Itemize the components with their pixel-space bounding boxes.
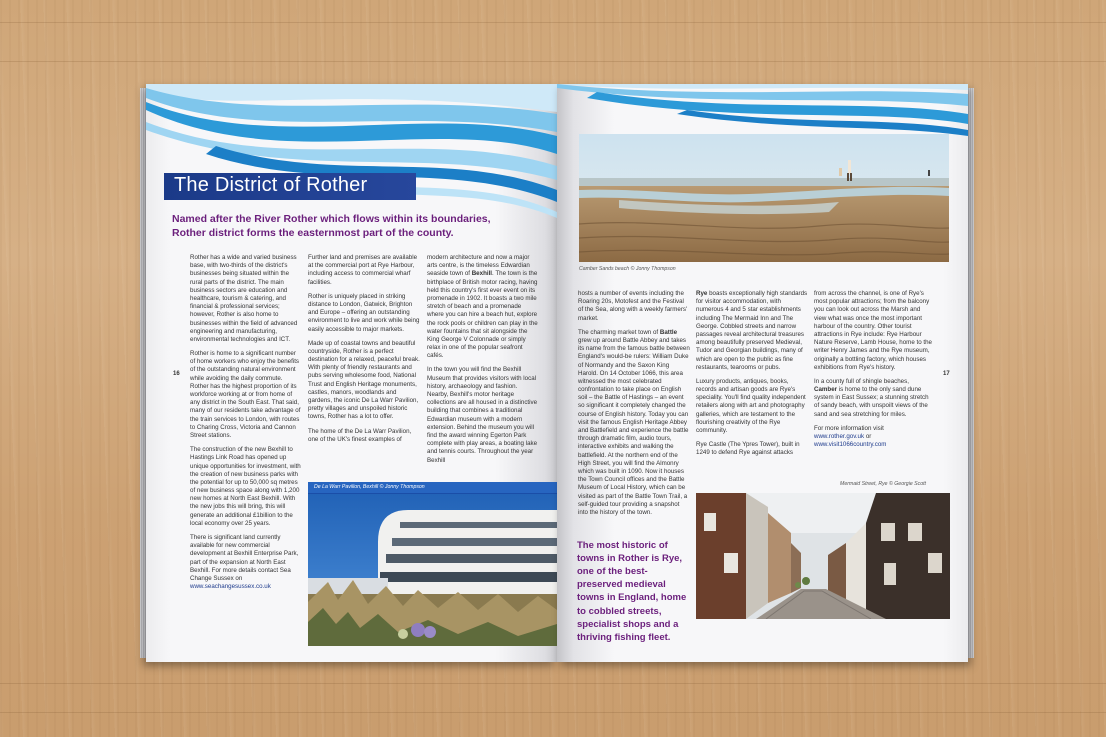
wood-grain bbox=[0, 683, 1106, 684]
paragraph: Made up of coastal towns and beautiful countryside, Rother is a perfect destination for a relaxed, peaceful break. With plenty of friendly restaurants and pubs serving wholesome food, National Trust and English Heritage monuments, castles, manors, woodlands and gardens, the iconic De La Warr Pavilion, pretty villages and unspoiled historic towns, Rother has a lot to offer. bbox=[308, 339, 420, 421]
pavilion-image bbox=[308, 482, 557, 646]
paragraph: The charming market town of Battle grew up around Battle Abbey and takes its name from the famous battle between England's would-be rulers: William Duke of Normandy and the Saxon King Harold. On 14 October 1066, this area witnessed the most celebrated confrontation to take place on English soil – the Battle of Hastings – an event so significant it completely changed the course of English history. Today you can visit the famous English Heritage Abbey and Battlefield and experience the battle through dramatic film, audio tours, interactive exhibits and walking the battlefield. At the northern end of the High Street, you will find the Almonry which was built in 1090. Now it houses the Town Council offices and the Battle Museum of Local History, which can be visited as part of the Battle Town Trail, a self-guided tour providing a snapshot into the history of the town. bbox=[578, 328, 690, 516]
right-column-1 bbox=[578, 290, 690, 523]
paragraph: Luxury products, antiques, books, records and artisan goods are Rye's speciality. You'll find quality independent retailers along with art and photography galleries, which are testament to the flourishing creativity of the Rye community. bbox=[696, 377, 806, 434]
rother-link[interactable]: www.rother.gov.uk bbox=[814, 433, 865, 440]
paragraph: The home of the De La Warr Pavilion, one of the UK's finest examples of bbox=[308, 427, 412, 443]
paragraph: Further land and premises are available at the commercial port at Rye Harbour, including access to commercial wharf facilities. bbox=[308, 254, 418, 286]
magazine-spread bbox=[146, 84, 968, 662]
paragraph: In a county full of shingle beaches, Camber is home to the only sand dune system in East Sussex; a stunning stretch of sandy beach, with unspoilt views of the sand and sea stretching for miles. bbox=[814, 377, 929, 418]
page-stack-right bbox=[968, 88, 974, 658]
page-number: 16 bbox=[173, 371, 180, 377]
left-column-3 bbox=[427, 254, 539, 471]
paragraph: from across the channel, is one of Rye's most popular attractions; from the balcony you can look out across the Marsh and view what was once the most important harbour of the country. Other tourist attractions in Rye include: Rye Harbour Nature Reserve, Lamb House, home to the writer Henry James and the Rye museum, originally a bottling factory, which houses exhibitions from Rye's history. bbox=[814, 290, 932, 371]
page-title: The District of Rother bbox=[174, 174, 368, 196]
wood-grain bbox=[0, 61, 1106, 62]
wood-grain bbox=[0, 22, 1106, 23]
paragraph: modern architecture and now a major arts centre, is the timeless Edwardian seaside town of Bexhill. The town is the birthplace of British motor racing, having held this country's first ever event on its promenade in 1902. It boasts a two mile stretch of beach and a promenade where you can hire a beach hut, explore the rock pools or children can play in the water fountains that sit alongside the King George V Colonnade or simply relax in one of the popular seafront cafés. bbox=[427, 254, 538, 360]
pavilion-photo bbox=[308, 482, 557, 646]
intro-text: Named after the River Rother which flows within its boundaries, Rother district forms the easternmost part of the county. bbox=[172, 213, 491, 240]
paragraph: There is significant land currently available for new commercial development at Bexhill Enterprise Park, part of the expansion at North East Bexhill. For more details contact Sea Change Sussex on www.seachangesussex.co.uk bbox=[190, 534, 299, 591]
pull-quote: The most historic of towns in Rother is Rye, one of the best-preserved medieval towns in England, home to cobbled streets, specialist shops and a thriving fishing fleet. bbox=[577, 540, 687, 643]
paragraph: Rye boasts exceptionally high standards for visitor accommodation, with numerous 4 and 5 star establishments including The Mermaid Inn and The George. Cobbled streets and narrow passages reveal architectural treasures among beautifully preserved Medieval, Tudor and Georgian buildings, many of which are open to the public as fine restaurants, tearooms or pubs. bbox=[696, 290, 808, 371]
seachange-link[interactable]: www.seachangesussex.co.uk bbox=[190, 583, 271, 591]
right-page bbox=[557, 84, 968, 662]
right-column-3 bbox=[814, 290, 932, 455]
paragraph: The construction of the new Bexhill to Hastings Link Road has opened up unique opportunities for investment, with the creation of new business parks with the potential for up to 50,000 sq metres of new business space along with 1,200 new homes at North East Bexhill. With the new jobs this will bring, this will generate an additional £1billion to the local economy over 25 years. bbox=[190, 446, 301, 527]
beach-caption: Camber Sands beach © Jonny Thompson bbox=[579, 266, 676, 272]
paragraph: Rye Castle (The Ypres Tower), built in 1249 to defend Rye against attacks bbox=[696, 441, 800, 457]
left-column-1 bbox=[190, 254, 302, 597]
right-column-2 bbox=[696, 290, 808, 464]
pavilion-caption: De La Warr Pavilion, Bexhill © Jonny Thompson bbox=[314, 484, 425, 490]
beach-image bbox=[579, 134, 949, 262]
paragraph: Rother is uniquely placed in striking distance to London, Gatwick, Brighton and Europe – offering an outstanding environment to live and work while being easily accessible to major markets. bbox=[308, 292, 420, 333]
left-page bbox=[146, 84, 557, 662]
paragraph: hosts a number of events including the Roaring 20s, Motofest and the Festival of the Sea, along with a weekly farmers' market. bbox=[578, 290, 688, 322]
visit1066-link[interactable]: www.visit1066country.com bbox=[814, 441, 887, 449]
beach-photo bbox=[579, 134, 949, 262]
street-image bbox=[696, 493, 950, 619]
paragraph: Rother is home to a significant number of home workers who enjoy the benefits of the outstanding natural environment while avoiding the daily commute. Rother has the highest proportion of its workforce working at or from home of any district in the South East. That said, many of our residents take advantage of the train services to London, with routes to Charing Cross, Victoria and Cannon Street stations. bbox=[190, 350, 301, 439]
street-photo bbox=[696, 493, 950, 619]
street-caption: Mermaid Street, Rye © Georgie Scott bbox=[840, 481, 926, 487]
paragraph: In the town you will find the Bexhill Museum that provides visitors with local history, archaeology and fashion. Nearby, Bexhill's motor heritage collections are all housed in a distinctive building that combines a traditional Edwardian museum with a modern extension. Behind the museum you will find the award winning Egerton Park complete with play areas, a boating lake and tennis courts. Throughout the year Bexhill bbox=[427, 366, 538, 464]
wood-grain bbox=[0, 712, 1106, 713]
paragraph: Rother has a wide and varied business base, with two-thirds of the district's businesses being situated within the rural parts of the district. The main business sectors are education and healthcare, tourism & catering, and financial & professional services; however, Rother is also home to businesses within the field of advanced engineering and manufacturing, environmental technologies and ICT. bbox=[190, 254, 298, 343]
page-number: 17 bbox=[943, 371, 950, 377]
paragraph: For more information visit www.rother.gov.uk or www.visit1066country.com bbox=[814, 424, 887, 449]
left-column-2 bbox=[308, 254, 420, 450]
